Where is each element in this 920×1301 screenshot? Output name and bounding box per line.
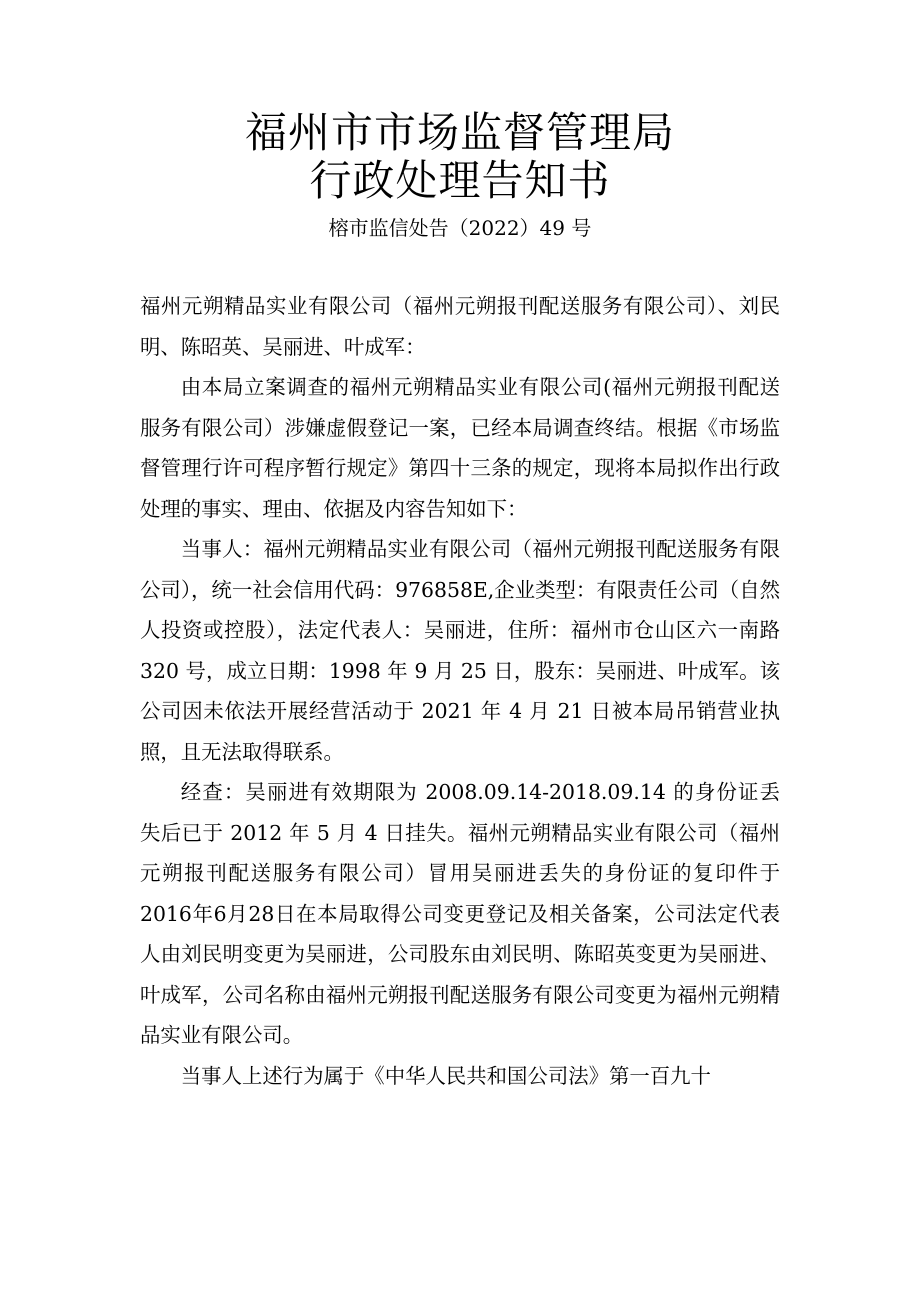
document-body (140, 286, 780, 1096)
paragraph-findings: 经查：吴丽进有效期限为 2008.09.14-2018.09.14 的身份证丢失后已于 2012 年 5 月 4 日挂失。福州元朔精品实业有限公司（福州元朔报刊配送服务有限公司）冒用吴丽进丢失的身份证的复印件于2016年6月28日在本局取得公司变更登记及相关备案，公司法定代表人由刘民明变更为吴丽进，公司股东由刘民明、陈昭英变更为吴丽进、叶成军，公司名称由福州元朔报刊配送服务有限公司变更为福州元朔精品实业有限公司。 (140, 780, 780, 1047)
paragraph-intro: 由本局立案调查的福州元朔精品实业有限公司(福州元朔报刊配送服务有限公司）涉嫌虚假登记一案，已经本局调查终结。根据《市场监督管理行许可程序暂行规定》第四十三条的规定，现将本局拟作出行政处理的事实、理由、依据及内容告知如下： (140, 375, 780, 521)
paragraph-party-info: 当事人：福州元朔精品实业有限公司（福州元朔报刊配送服务有限公司），统一社会信用代码：976858E,企业类型：有限责任公司（自然人投资或控股），法定代表人：吴丽进，住所：福州市仓山区六一南路 320 号，成立日期：1998 年 9 月 25 日，股东：吴丽进、叶成军。该公司因未依法开展经营活动于 2021 年 4 月 21 日被本局吊销营业执照，且无法取得联系。 (140, 537, 780, 764)
document-title-line1: 福州市市场监督管理局 (244, 108, 675, 157)
document-title-line2: 行政处理告知书 (309, 156, 611, 205)
paragraph-legal-basis: 当事人上述行为属于《中华人民共和国公司法》第一百九十 (180, 1063, 711, 1088)
document-number: 榕市监信处告（2022）49 号 (328, 216, 592, 240)
addressee: 福州元朔精品实业有限公司（福州元朔报刊配送服务有限公司）、刘民明、陈昭英、吴丽进、叶成军： (140, 294, 780, 359)
